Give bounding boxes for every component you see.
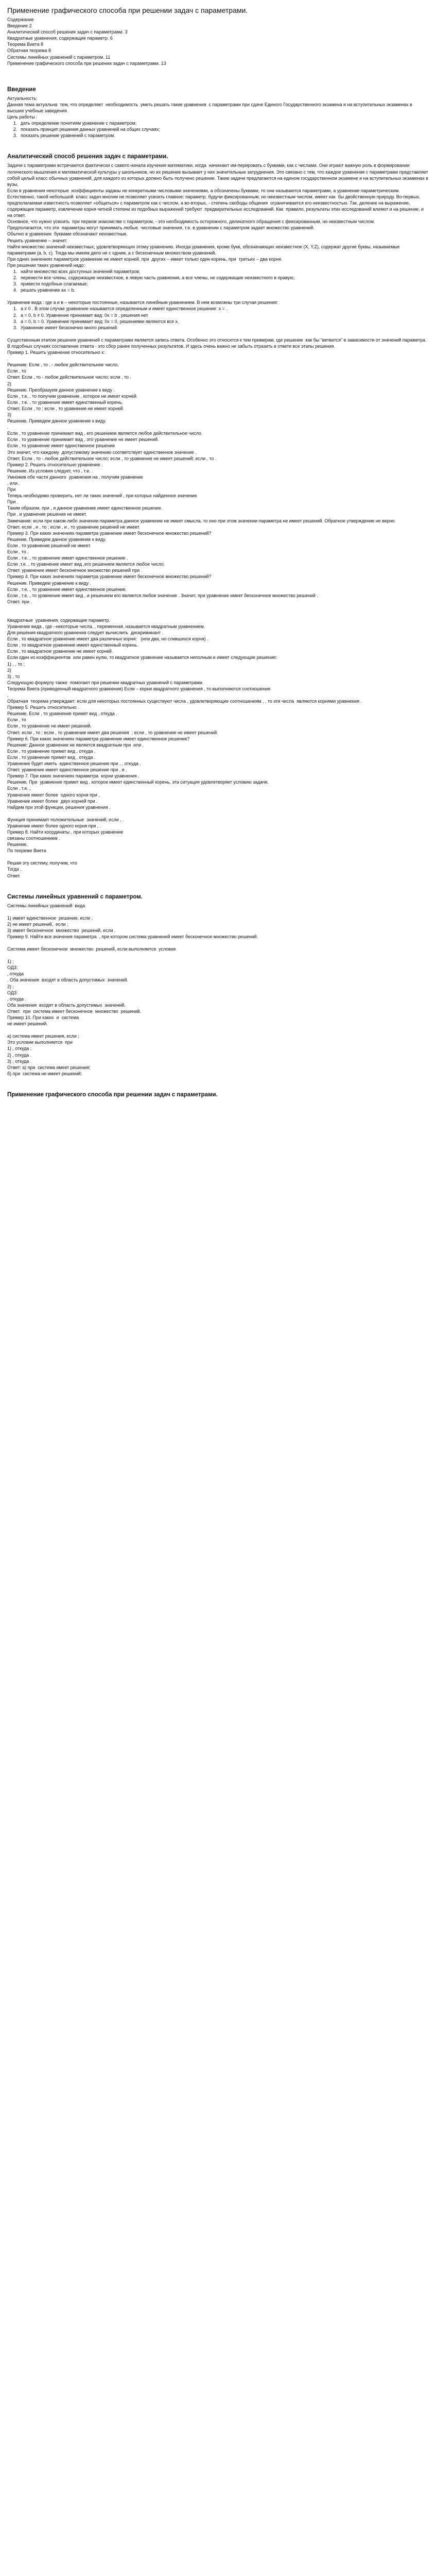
paragraph-spacer xyxy=(7,952,429,958)
paragraph: Решение. Если , то уравнение примет вид , откуда . xyxy=(7,711,117,717)
list-item xyxy=(7,120,429,126)
paragraph: Ответ. уравнение имеет бесконечное множество решений при . xyxy=(7,568,143,573)
paragraph: не имеет решений. xyxy=(7,1021,48,1027)
paragraph: Уравнение будет иметь единственное решение при , , откуда . xyxy=(7,761,141,767)
paragraph: Ответ. xyxy=(7,873,21,878)
paragraph: Если , то уравнение имеет единственное решение xyxy=(7,443,115,449)
paragraph: 2) не имеет решений, если ; xyxy=(7,921,68,927)
paragraph-spacer xyxy=(7,139,429,145)
list-item xyxy=(7,132,429,139)
paragraph: Предполагается, что эти параметры могут принимать любые числовые значения, т.е. в уравнении с параметром задает множество уравнений. xyxy=(7,225,315,231)
paragraph: По теореме Виета xyxy=(7,848,46,854)
paragraph: Содержание xyxy=(7,17,34,22)
paragraph: Ответ. уравнение имеет единственное решение при , и . xyxy=(7,767,127,773)
paragraph: . Оба значения входят в область допустимых значений. xyxy=(7,977,128,983)
paragraph-spacer xyxy=(7,1077,429,1083)
list-item xyxy=(7,312,429,318)
paragraph: Система имеет бесконечное множество решений, если выполняется условие xyxy=(7,946,176,952)
paragraph: Если , то квадратное уравнение имеет единственный корень. xyxy=(7,642,138,648)
paragraph: 2) xyxy=(7,667,11,673)
paragraph: 2) ; xyxy=(7,984,14,989)
paragraph: Это значит, что каждому допустимому значению соответствует единственное значение . xyxy=(7,449,197,455)
list-item-number: 3. xyxy=(13,325,18,330)
paragraph: Для решения квадратного уравнения следует вычислить дискриминант . xyxy=(7,630,164,636)
page-title: Применение графического способа при решении задач с параметрами. xyxy=(7,6,248,14)
paragraph: При . xyxy=(7,499,19,505)
paragraph: Квадратные уравнения, содержащие параметр. 6 xyxy=(7,36,113,41)
paragraph: Ответ. если , и , то ; если , и , то уравнение решений не имеет. xyxy=(7,524,141,530)
paragraph-spacer xyxy=(7,909,429,915)
paragraph-spacer xyxy=(7,293,429,299)
paragraph: Обратная теорема утверждает: если для некоторых постоянных существуют числа , удовлетворяющие соотношениям , , то эти числа являются корнями уравнения . xyxy=(7,699,362,704)
paragraph: Введение 2 xyxy=(7,23,32,29)
paragraph: Пример 8. Найти координаты , при которых уравнение xyxy=(7,829,124,835)
paragraph: 3) , откуда . xyxy=(7,1058,32,1064)
paragraph: , или . xyxy=(7,481,20,486)
list-item-number: 4. xyxy=(13,287,18,293)
paragraph: Если один из коэффициентов или равен нулю, то квадратное уравнение называется неполным и имеет следующие решения: xyxy=(7,655,277,660)
paragraph: Применение графического способа при решении задач с параметрами. 13 xyxy=(7,60,166,66)
paragraph: Замечание: если при каком-либо значении параметра данное уравнение не имеет смысла, то оно при этом значении параметра не имеет решений. Обратное утверждение не верно. xyxy=(7,518,396,523)
paragraph: Это условие выполняется при xyxy=(7,1040,73,1045)
list-item-text: показать решение уравнений с параметром. xyxy=(21,133,115,139)
paragraph: Если , то . xyxy=(7,549,29,555)
paragraph: При решении таких уравнений надо: xyxy=(7,262,85,268)
paragraph: Если , т.е. , то уравнение имеет вид , и решением его является любое значение . Значит, при уравнение имеет бесконечное множество решений . xyxy=(7,592,318,598)
paragraph: Решение. Приведем уравнение к виду . xyxy=(7,580,92,586)
paragraph: . xyxy=(7,425,9,430)
paragraph: , xyxy=(7,692,9,698)
paragraph: Пример 6. При каких значениях параметра уравнение имеет единственное решение? xyxy=(7,736,190,741)
paragraph: Пример 9. Найти все значения параметра , при котором система уравнений имеет бесконечное множество решений. xyxy=(7,934,258,939)
paragraph: связаны соотношением . xyxy=(7,836,60,841)
section-heading: Аналитический способ решения задач с параметрами. xyxy=(7,154,168,160)
paragraph: Если , то квадратное уравнение не имеет корней. xyxy=(7,649,113,654)
list-item-number: 1. xyxy=(13,306,18,312)
paragraph: Решить уравнение – значит: xyxy=(7,238,67,243)
list-item-number: 2. xyxy=(13,127,18,132)
paragraph: Ответ. Если , то ; если , то уравнение не имеет корней. xyxy=(7,405,125,411)
paragraph: 3) , то xyxy=(7,673,20,679)
paragraph: Если , то уравнение не имеет решений. xyxy=(7,723,92,729)
paragraph: Тогда . xyxy=(7,867,22,872)
paragraph: Ответ. при система имеет бесконечное множество решений. xyxy=(7,1008,141,1014)
paragraph: При одних значениях параметров уравнение не имеет корней, при других – имеет только один корень, при третьих – два корня. xyxy=(7,256,283,262)
list-item xyxy=(7,318,429,325)
paragraph: Если в уравнении некоторые коэффициенты заданы не конкретными числовыми значениями, а обозначены буквами, то они называются параметрами, а уравнение параметрическим. xyxy=(7,188,400,193)
list-item-text: дать определение понятиям уравнение с параметром; xyxy=(21,121,137,126)
paragraph: 3) имеет бесконечное множество решений, если . xyxy=(7,927,116,933)
paragraph: Решение. xyxy=(7,842,28,848)
paragraph: Решение: Данное уравнение не является квадратным при или . xyxy=(7,742,144,748)
list-item-text: а = 0, b = 0. Уравнение принимает вид: 0х = 0, решениями являются все х. xyxy=(21,318,179,324)
paragraph: Цель работы : xyxy=(7,114,38,120)
list-item xyxy=(7,325,429,331)
paragraph: Решение. Приведем данное уравнение к виду. xyxy=(7,536,107,542)
paragraph: Актуальность: xyxy=(7,95,38,101)
paragraph: Функция принимает положительные значений, если , . xyxy=(7,817,124,822)
paragraph: 2) xyxy=(7,381,11,386)
paragraph: Таким образом, при , и данное уравнение имеет единственное решение. xyxy=(7,505,163,511)
paragraph: Системы линейных уравнений вида xyxy=(7,903,85,908)
paragraph: Решение. Преобразуем данное уравнение к виду . xyxy=(7,387,115,393)
paragraph: Ответ. Если , то - любое действительное число; если , то уравнение не имеет решений; если , то . xyxy=(7,455,217,461)
paragraph: 1) , откуда ; xyxy=(7,1046,32,1052)
list-item-text: а ≠ 0 . В этом случае уравнение называется определенным и имеет единственное решение: х = . xyxy=(21,306,228,312)
paragraph: Пример 3. При каких значениях параметра уравнение имеет бесконечное множество решений? xyxy=(7,530,212,536)
paragraph: Системы линейных уравнений с параметром. 11 xyxy=(7,54,111,60)
list-item-text: Уравнение имеет бесконечно много решений. xyxy=(21,325,118,330)
paragraph-spacer xyxy=(7,940,429,946)
paragraph: Если , то уравнение принимает вид , это уравнение не имеет решений. xyxy=(7,437,159,443)
paragraph: 1) , , то ; xyxy=(7,661,25,667)
list-item-text: найти множество всех доступных значений параметров; xyxy=(21,269,141,274)
list-item-number: 2. xyxy=(13,312,18,318)
paragraph: а) система имеет решения, если ; xyxy=(7,1033,79,1039)
paragraph: Если , то уравнение примет вид , откуда . xyxy=(7,748,96,754)
list-item-number: 1. xyxy=(13,121,18,126)
paragraph: Если , т.е. , то получим уравнение , которое не имеет корней. xyxy=(7,393,138,399)
paragraph: Основное, что нужно усвоить при первом знакомстве с параметром, - это необходимость осторожного, деликатного обращения с фиксированным, но неизвестным числом. xyxy=(7,219,375,225)
paragraph: Решая эту систему, получим, что xyxy=(7,860,77,866)
paragraph: Если , то xyxy=(7,368,26,374)
paragraph: Если , т.е. , то уравнение имеет единственное решение. xyxy=(7,586,127,592)
paragraph-spacer xyxy=(7,810,429,817)
paragraph: Если , то квадратное уравнение имеет два различных корня: (или два, но слившихся корня) . xyxy=(7,636,208,642)
list-item-number: 1. xyxy=(13,269,18,274)
list-item xyxy=(7,275,429,281)
paragraph-spacer xyxy=(7,73,429,79)
paragraph: Пример 7. При каких значениях параметра корни уравнения . xyxy=(7,773,139,779)
paragraph: Если , то уравнение принимает вид , его решением является любое действительное число. xyxy=(7,431,203,436)
paragraph: Пример 5. Решить относительно . xyxy=(7,705,79,710)
list-item-number: 3. xyxy=(13,318,18,324)
list-item xyxy=(7,287,429,293)
paragraph: Теорема Виета (приведенный квадратного уравнения) Если – корни квадратного уравнения , то выполняются соотношения xyxy=(7,686,271,691)
paragraph: Уравнение имеет более одного корня при , . xyxy=(7,823,101,828)
paragraph: Решение. Из условия следует, что , т.е. . xyxy=(7,468,93,473)
paragraph: Если , то xyxy=(7,717,26,723)
paragraph: Решение. Если , то , - любое действительное число. xyxy=(7,362,119,368)
list-item-number: 3. xyxy=(13,281,18,287)
paragraph: Обратная теорема 8 xyxy=(7,48,51,54)
paragraph: 3) xyxy=(7,412,11,417)
paragraph: , откуда xyxy=(7,971,24,977)
paragraph: Данная тема актуальна тем, что определяет необходимость уметь решать такие уравнения с параметрами при сдаче Единого Государственного экзамена и на вступительных экзаменах в высшие учебные заведения. xyxy=(7,101,414,113)
paragraph: Ответ. при . xyxy=(7,599,32,604)
list-item-text: привести подобные слагаемые; xyxy=(21,281,88,287)
section-heading: Применение графического способа при решении задач с параметрами. xyxy=(7,1091,218,1098)
paragraph: Уравнение вида , где –некоторые числа, , переменная, называется квадратным уравнением. xyxy=(7,623,205,629)
paragraph: Решение. При уравнение примет вид , которое имеет единственный корень, эта ситуация удовлетворяет условию задачи. xyxy=(7,779,269,785)
paragraph-spacer xyxy=(7,854,429,860)
paragraph: Естественно, такой небольшой класс задач многим не позволяет усвоить главное: параметр, будучи фиксированным, но неизвестным числом, имеет как бы двойственную природу. Во-первых, предполагаемая известность позволяет «общаться» с параметром как с числом, а во-вторых, - степень свободы общения ограничивается его неизвестностью. Так, деление на выражение, содержащее параметр, извлечение корня четной степени из подобных выражений требуют предварительных исследований. Как правило, результаты этих исследований влияют и на решение, и на ответ. xyxy=(7,194,425,218)
paragraph: Аналитический способ решения задач с параметрами. 3 xyxy=(7,29,128,35)
paragraph-spacer xyxy=(7,879,429,885)
list-item-number: 2. xyxy=(13,275,18,281)
paragraph: Если , то уравнение решений не имеет. xyxy=(7,543,91,548)
list-item xyxy=(7,306,429,312)
paragraph-spacer xyxy=(7,1027,429,1033)
list-item xyxy=(7,268,429,275)
list-item-number: 3. xyxy=(13,133,18,139)
paragraph: Обычно в уравнении буквами обозначают неизвестные. xyxy=(7,231,128,237)
paragraph-spacer xyxy=(7,605,429,611)
paragraph: Теорема Виета 8 xyxy=(7,42,43,47)
list-item-text: показать принцип решения данных уравнений на общих случаях; xyxy=(21,127,160,132)
document-body xyxy=(7,16,429,1099)
paragraph: Умножив обе части данного уравнения на , получим уравнение xyxy=(7,474,143,480)
paragraph-spacer xyxy=(7,611,429,617)
paragraph: При , и уравнение решения не имеет. xyxy=(7,512,87,517)
paragraph: Существенным этапом решения уравнений с параметрами является запись ответа. Особенно это относится к тем примерам, где решение как бы "ветвится" в зависимости от значений параметра. В подобных случаях составление ответа - это сбор ранее полученных результатов. И здесь очень важно не забыть отразить в ответе все этапы решения. xyxy=(7,337,428,349)
paragraph: Задачи с параметрами встречаются фактически с самого начала изучения математики, когда начинают им-перировать с буквами, как с числами. Они играют важную роль в формировании логического мышления и математической культуры у школьников, но их решение вызывает у них значительные затруднения. Это связано с тем, что каждое уравнение с параметрами представляет собой целый класс обычных уравнений, для каждого из которых должно быть получено решение. Такие задачи предлагаются на едином государственном экзамене и на вступительных экзаменах в вузы. xyxy=(7,163,430,187)
paragraph: ОДЗ: xyxy=(7,965,18,971)
paragraph: Уравнение имеет более одного корня при , xyxy=(7,792,100,798)
paragraph: Ответ. если , то ; если , то уравнение имеет два решения ; если , то уравнение не имеет решений. xyxy=(7,730,218,735)
list-item-text: решать уравнение ах = b. xyxy=(21,287,75,293)
section-heading: Введение xyxy=(7,86,36,93)
paragraph: При xyxy=(7,487,16,493)
paragraph: б) при система не имеет решений; xyxy=(7,1071,82,1076)
paragraph: Квадратные уравнения, содержащие параметр. xyxy=(7,617,110,623)
paragraph: 1) ; xyxy=(7,959,14,964)
paragraph: 1) имеет единственное решение, если ; xyxy=(7,915,93,921)
paragraph: Ответ. Если , то - любое действительное число; если , то . xyxy=(7,375,131,380)
list-item xyxy=(7,281,429,287)
paragraph: Если ,т.е. , то уравнение имеет вид ,его решением является любое число. xyxy=(7,562,165,567)
paragraph: Пример 4. При каких значениях параметра уравнение имеет бесконечное множество решений? xyxy=(7,574,212,580)
paragraph: 2) , откуда . xyxy=(7,1052,32,1058)
paragraph: Если , т.е. , xyxy=(7,786,31,791)
section-heading: Системы линейных уравнений с параметром. xyxy=(7,893,143,900)
paragraph: Решение. Приведем данное уравнение к виду. xyxy=(7,418,107,424)
list-item-text: перенести все члены, содержащие неизвестное, в левую часть уравнения, а все члены, не содержащие неизвестного в правую; xyxy=(21,275,295,281)
paragraph-spacer xyxy=(7,331,429,337)
paragraph-spacer xyxy=(7,66,429,73)
paragraph: Следующую формулу также помогают при решении квадратных уравнений с параметрами. xyxy=(7,680,204,685)
paragraph: Найдем при этой функции, решения уравнения . xyxy=(7,804,111,810)
paragraph: Если , т.е. , то уравнение имеет единственное решение . xyxy=(7,555,128,561)
paragraph: Пример 1. Решить уравнение относительно х: xyxy=(7,350,105,355)
list-item xyxy=(7,126,429,132)
paragraph: Ответ: а) при система имеет решения; xyxy=(7,1064,91,1070)
paragraph: Оба значения входят в область допустимых значений. xyxy=(7,1002,126,1008)
paragraph: Если , то уравнение примет вид , откуда . xyxy=(7,754,96,760)
paragraph: Пример 10. При каких и система xyxy=(7,1015,79,1021)
paragraph: Уравнение имеет более двух корней при . xyxy=(7,798,98,804)
paragraph: Если , т.е. , то уравнение имеет единственный корень. xyxy=(7,399,123,405)
paragraph: , откуда . xyxy=(7,996,26,1002)
paragraph: . xyxy=(7,356,9,362)
paragraph: ОДЗ: xyxy=(7,990,18,995)
paragraph: Пример 2. Решить относительно уравнение . xyxy=(7,462,103,467)
paragraph: Найти множество значений неизвестных, удовлетворяющих этому уравнению. Иногда уравнения, кроме букв, обозначающих неизвестное (X, Y,Z), содержат другие буквы, называемые параметрами (a, b, c). Тогда мы имеем дело не с одним, а с бесконечным множеством уравнений. xyxy=(7,244,402,256)
paragraph: Теперь необходимо проверить, нет ли таких значений , при которых найденное значение xyxy=(7,493,197,499)
paragraph: Уравнение вида : где a и в – некоторые постоянные, называется линейным уравнением. В нем возможны три случая решения: xyxy=(7,300,278,306)
list-item-text: а = 0, b ≠ 0. Уравнение принимает вид: 0х = b , решения нет. xyxy=(21,312,149,318)
